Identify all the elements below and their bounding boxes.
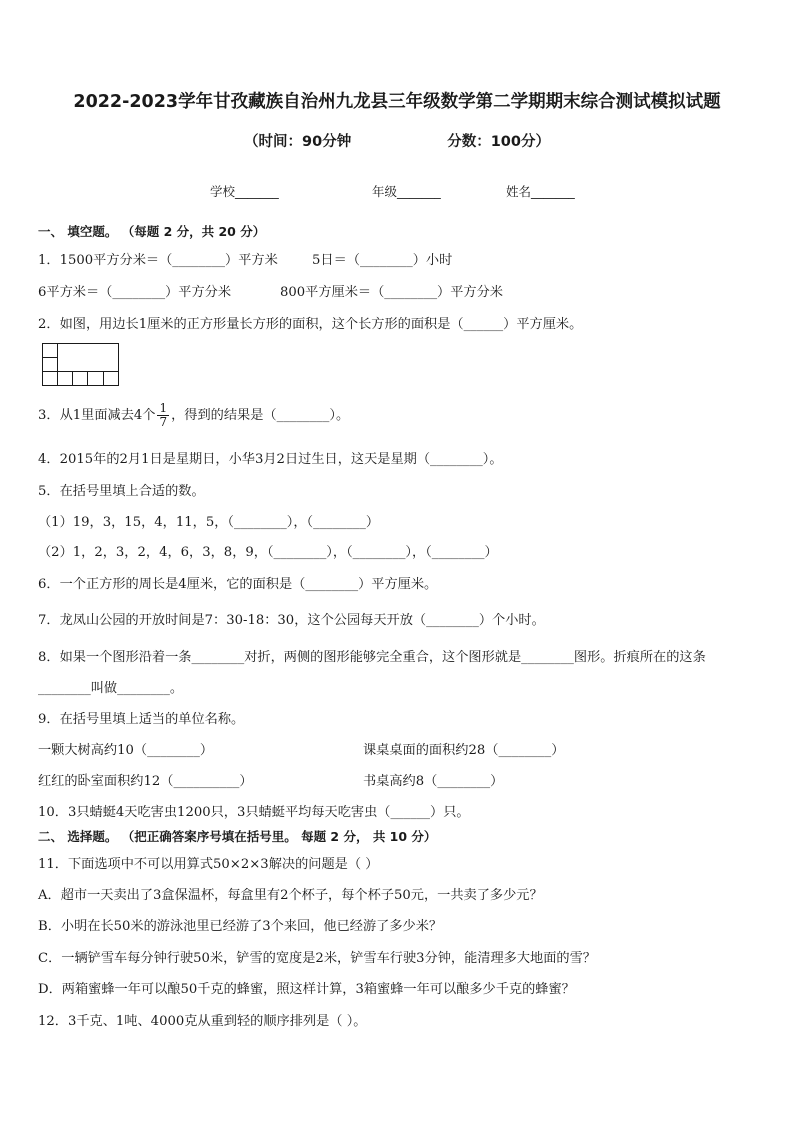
name-field[interactable]: 姓名_______ xyxy=(506,184,575,199)
section-1-heading xyxy=(38,222,265,240)
section-2-label: 二、 选择题。 xyxy=(38,829,118,844)
q3-denominator: 7 xyxy=(159,415,168,429)
q11-option-a[interactable]: A．超市一天卖出了3盒保温杯，每盒里有2个杯子，每个杯子50元，一共卖了多少元？ xyxy=(38,888,543,903)
q11-option-b[interactable]: B．小明在长50米的游泳池里已经游了3个来回，他已经游了多少米？ xyxy=(38,919,443,934)
q1-d: 800平方厘米＝（________）平方分米 xyxy=(280,285,503,300)
section-2-note: （把正确答案序号填在括号里。 每题 2 分， 共 10 分） xyxy=(121,829,437,844)
q8-line-1: 8．如果一个图形沿着一条________对折，两侧的图形能够完全重合，这个图形就是________图形。折痕所在的这条 xyxy=(38,650,706,665)
q11-stem: 11．下面选项中不可以用算式50×2×3解决的问题是（ ） xyxy=(38,857,379,872)
rectangle-grid-figure xyxy=(42,343,120,387)
q3-line xyxy=(38,402,349,429)
q9-a: 一颗大树高约10（________） xyxy=(38,743,214,758)
section-1-note: （每题 2 分，共 20 分） xyxy=(121,224,266,239)
q3-after: ，得到的结果是（________）。 xyxy=(171,408,350,423)
q3-before: 3．从1里面减去4个 xyxy=(38,408,156,423)
q1-c: 6平方米＝（________）平方分米 xyxy=(38,285,232,300)
q9-b: 课桌桌面的面积约28（________） xyxy=(363,743,565,758)
q1-b: 5日＝（________）小时 xyxy=(312,253,453,268)
grade-field[interactable]: 年级_______ xyxy=(372,184,441,199)
page-title: 2022-2023学年甘孜藏族自治州九龙县三年级数学第二学期期末综合测试模拟试题 xyxy=(73,92,721,112)
exam-meta xyxy=(0,130,794,151)
q5-stem: 5．在括号里填上合适的数。 xyxy=(38,484,205,499)
q1-a: 1．1500平方分米＝（________）平方米 xyxy=(38,253,278,268)
q6-text: 6．一个正方形的周长是4厘米，它的面积是（________）平方厘米。 xyxy=(38,577,438,592)
q7-text: 7．龙凤山公园的开放时间是7：30-18：30，这个公园每天开放（________）个小时。 xyxy=(38,613,545,628)
q8-line-2: ________叫做________。 xyxy=(38,681,184,696)
q4-text: 4．2015年的2月1日是星期日，小华3月2日过生日，这天是星期（________）。 xyxy=(38,452,503,467)
exam-time: （时间：90分钟 xyxy=(244,134,352,150)
q5-sub-1: （1）19，3，15，4，11，5，（________），（________） xyxy=(38,515,380,530)
q11-option-d[interactable]: D．两箱蜜蜂一年可以酿50千克的蜂蜜，照这样计算，3箱蜜蜂一年可以酿多少千克的蜂蜜？ xyxy=(38,982,575,997)
section-2-heading xyxy=(38,827,436,845)
exam-score: 分数：100分） xyxy=(447,134,550,150)
q3-numerator: 1 xyxy=(159,401,168,415)
q9-stem: 9．在括号里填上适当的单位名称。 xyxy=(38,712,245,727)
q9-d: 书桌高约8（________） xyxy=(363,774,504,789)
q3-fraction xyxy=(157,402,169,429)
q1-line-1 xyxy=(38,249,278,268)
q9-c: 红红的卧室面积约12（__________） xyxy=(38,774,253,789)
section-1-label: 一、 填空题。 xyxy=(38,224,118,239)
q5-sub-2: （2）1，2，3，2，4，6，3，8，9，（________），（________），（________） xyxy=(38,545,498,560)
q12-text: 12．3千克、1吨、4000克从重到轻的顺序排列是（ ）。 xyxy=(38,1014,367,1029)
q11-option-c[interactable]: C．一辆铲雪车每分钟行驶50米，铲雪的宽度是2米，铲雪车行驶3分钟，能清理多大地面的雪？ xyxy=(38,951,596,966)
school-field[interactable]: 学校_______ xyxy=(210,184,279,199)
q10-text: 10．3只蜻蜓4天吃害虫1200只，3只蜻蜓平均每天吃害虫（______）只。 xyxy=(38,805,470,820)
q2-text: 2．如图，用边长1厘米的正方形量长方形的面积，这个长方形的面积是（______）平方厘米。 xyxy=(38,317,583,332)
